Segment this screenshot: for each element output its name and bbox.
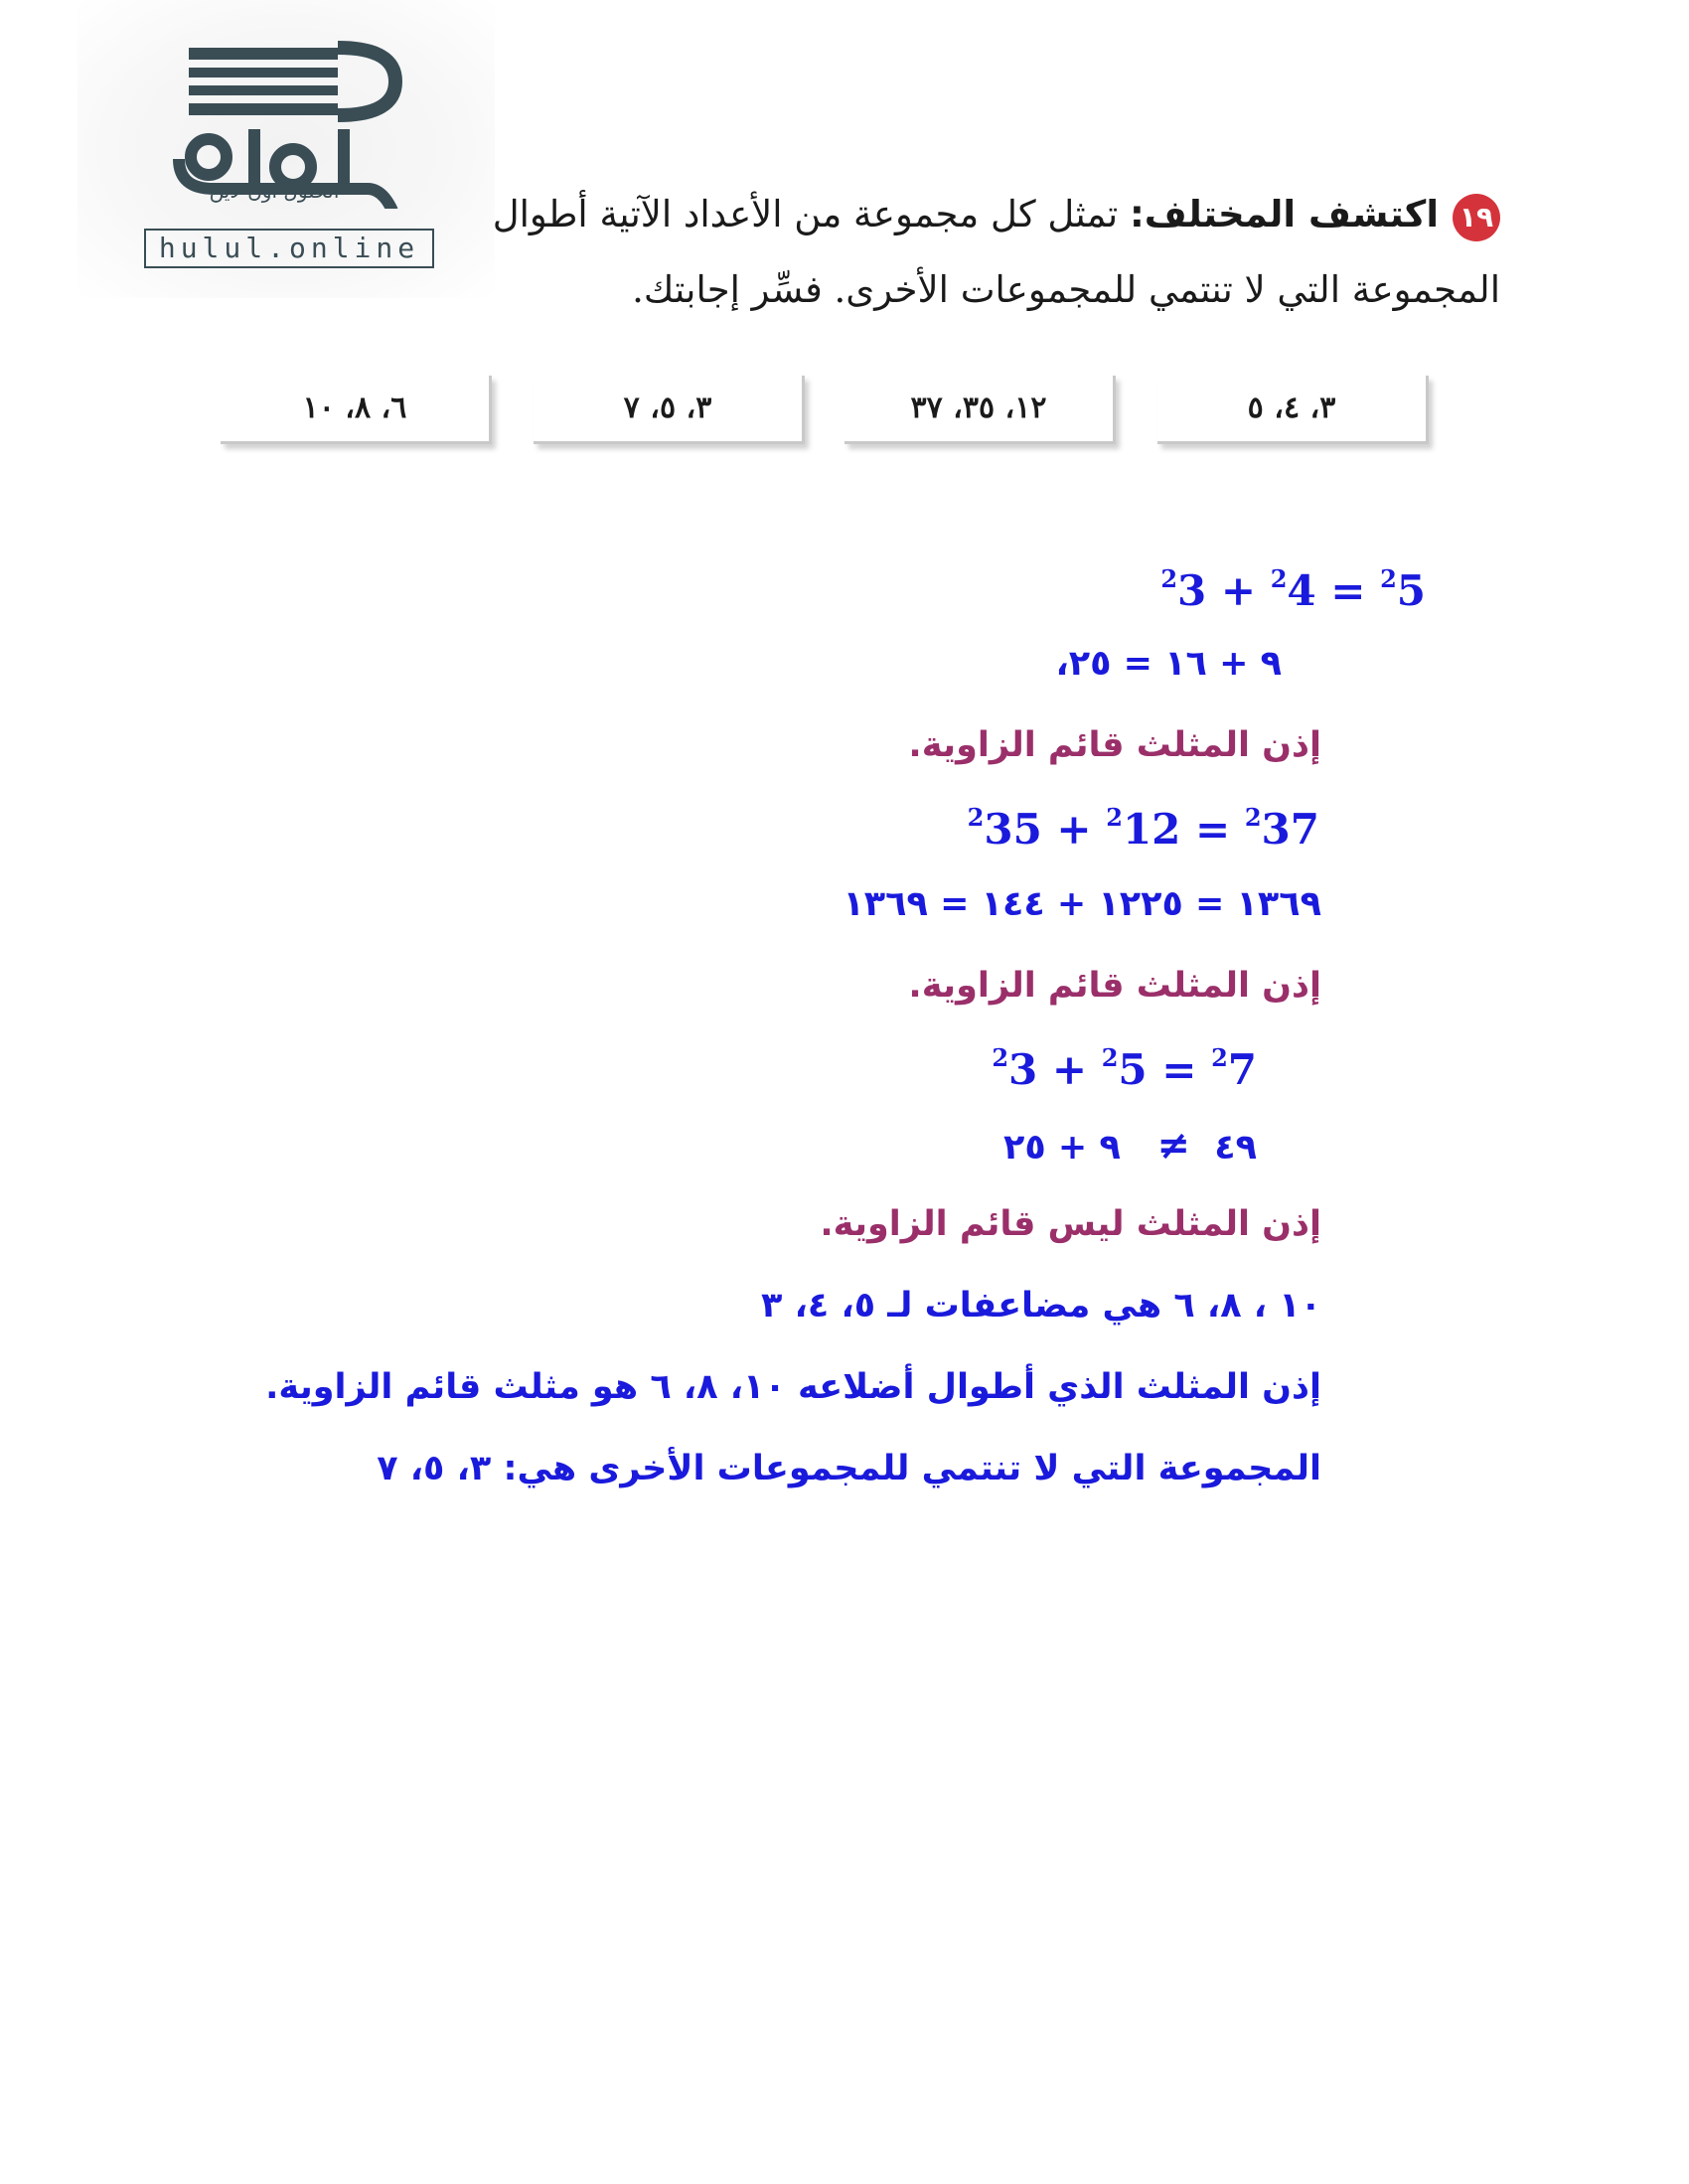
option-box-2: ١٢، ٣٥، ٣٧	[844, 376, 1116, 444]
eq3-a: 3	[1008, 1045, 1038, 1094]
problem-line-2: المجموعة التي لا تنتمي للمجموعات الأخرى. فسِّر إجابتك.	[632, 268, 1500, 311]
conclusion-3: إذن المثلث ليس قائم الزاوية.	[820, 1204, 1321, 1244]
exponent: 2	[967, 803, 985, 832]
eq1-c: 5	[1396, 566, 1426, 615]
eq2-a: 35	[984, 805, 1042, 854]
equation-3: $^2$3 + $^2$5 = $^2$7	[992, 1043, 1257, 1094]
exponent: 2	[1270, 564, 1288, 593]
eq2-b: 12	[1122, 805, 1181, 854]
eq3-right: ٤٩	[1214, 1128, 1257, 1168]
eq3-b: 5	[1118, 1045, 1148, 1094]
logo-tagline: الحلول اون لاين	[209, 179, 340, 203]
exponent: 2	[1211, 1043, 1228, 1072]
equation-1: $^2$3 + $^2$4 = $^2$5	[1160, 564, 1426, 615]
equation-2-values: ١٣٦٩ = ١٢٢٥ + ١٤٤ = ١٣٦٩	[843, 884, 1321, 924]
conclusion-4: إذن المثلث الذي أطوال أضلاعه ١٠، ٨، ٦ هو مثلث قائم الزاوية.	[265, 1367, 1321, 1407]
exponent: 2	[1380, 564, 1397, 593]
final-answer: المجموعة التي لا تنتمي للمجموعات الأخرى هي: ٣، ٥، ٧	[377, 1449, 1321, 1488]
eq1-a: 3	[1177, 566, 1207, 615]
problem-number-badge: ١٩	[1453, 194, 1500, 241]
eq3-c: 7	[1227, 1045, 1257, 1094]
eq3-left: ٩ + ٢٥	[1003, 1128, 1121, 1168]
exponent: 2	[1106, 803, 1123, 832]
equation-3-values	[1003, 1123, 1257, 1169]
conclusion-1: إذن المثلث قائم الزاوية.	[908, 725, 1321, 765]
problem-keyword: اكتشف المختلف:	[1129, 193, 1439, 235]
equation-2: $^2$35 + $^2$12 = $^2$37	[967, 803, 1319, 854]
exponent: 2	[1101, 1043, 1119, 1072]
problem-statement	[457, 177, 1500, 328]
equation-1-values: ٩ + ١٦ = ٢٥،	[1055, 644, 1282, 684]
eq2-c: 37	[1261, 805, 1319, 854]
exponent: 2	[1244, 803, 1262, 832]
option-box-1: ٣، ٤، ٥	[1157, 376, 1429, 444]
exponent: 2	[1160, 564, 1178, 593]
option-box-4: ٦، ٨، ١٠	[221, 376, 492, 444]
logo-url: hulul.online	[144, 229, 434, 268]
eq1-b: 4	[1287, 566, 1316, 615]
problem-line-1-text: تمثل كل مجموعة من الأعداد الآتية أطوال	[492, 193, 1119, 235]
not-equal-sign: ≠	[1156, 1123, 1190, 1169]
conclusion-2: إذن المثلث قائم الزاوية.	[908, 966, 1321, 1006]
problem-line-1	[457, 177, 1500, 252]
multiples-line: ١٠ ، ٨، ٦ هي مضاعفات لـ ٥، ٤، ٣	[761, 1286, 1321, 1326]
option-box-3: ٣، ٥، ٧	[534, 376, 805, 444]
exponent: 2	[992, 1043, 1009, 1072]
